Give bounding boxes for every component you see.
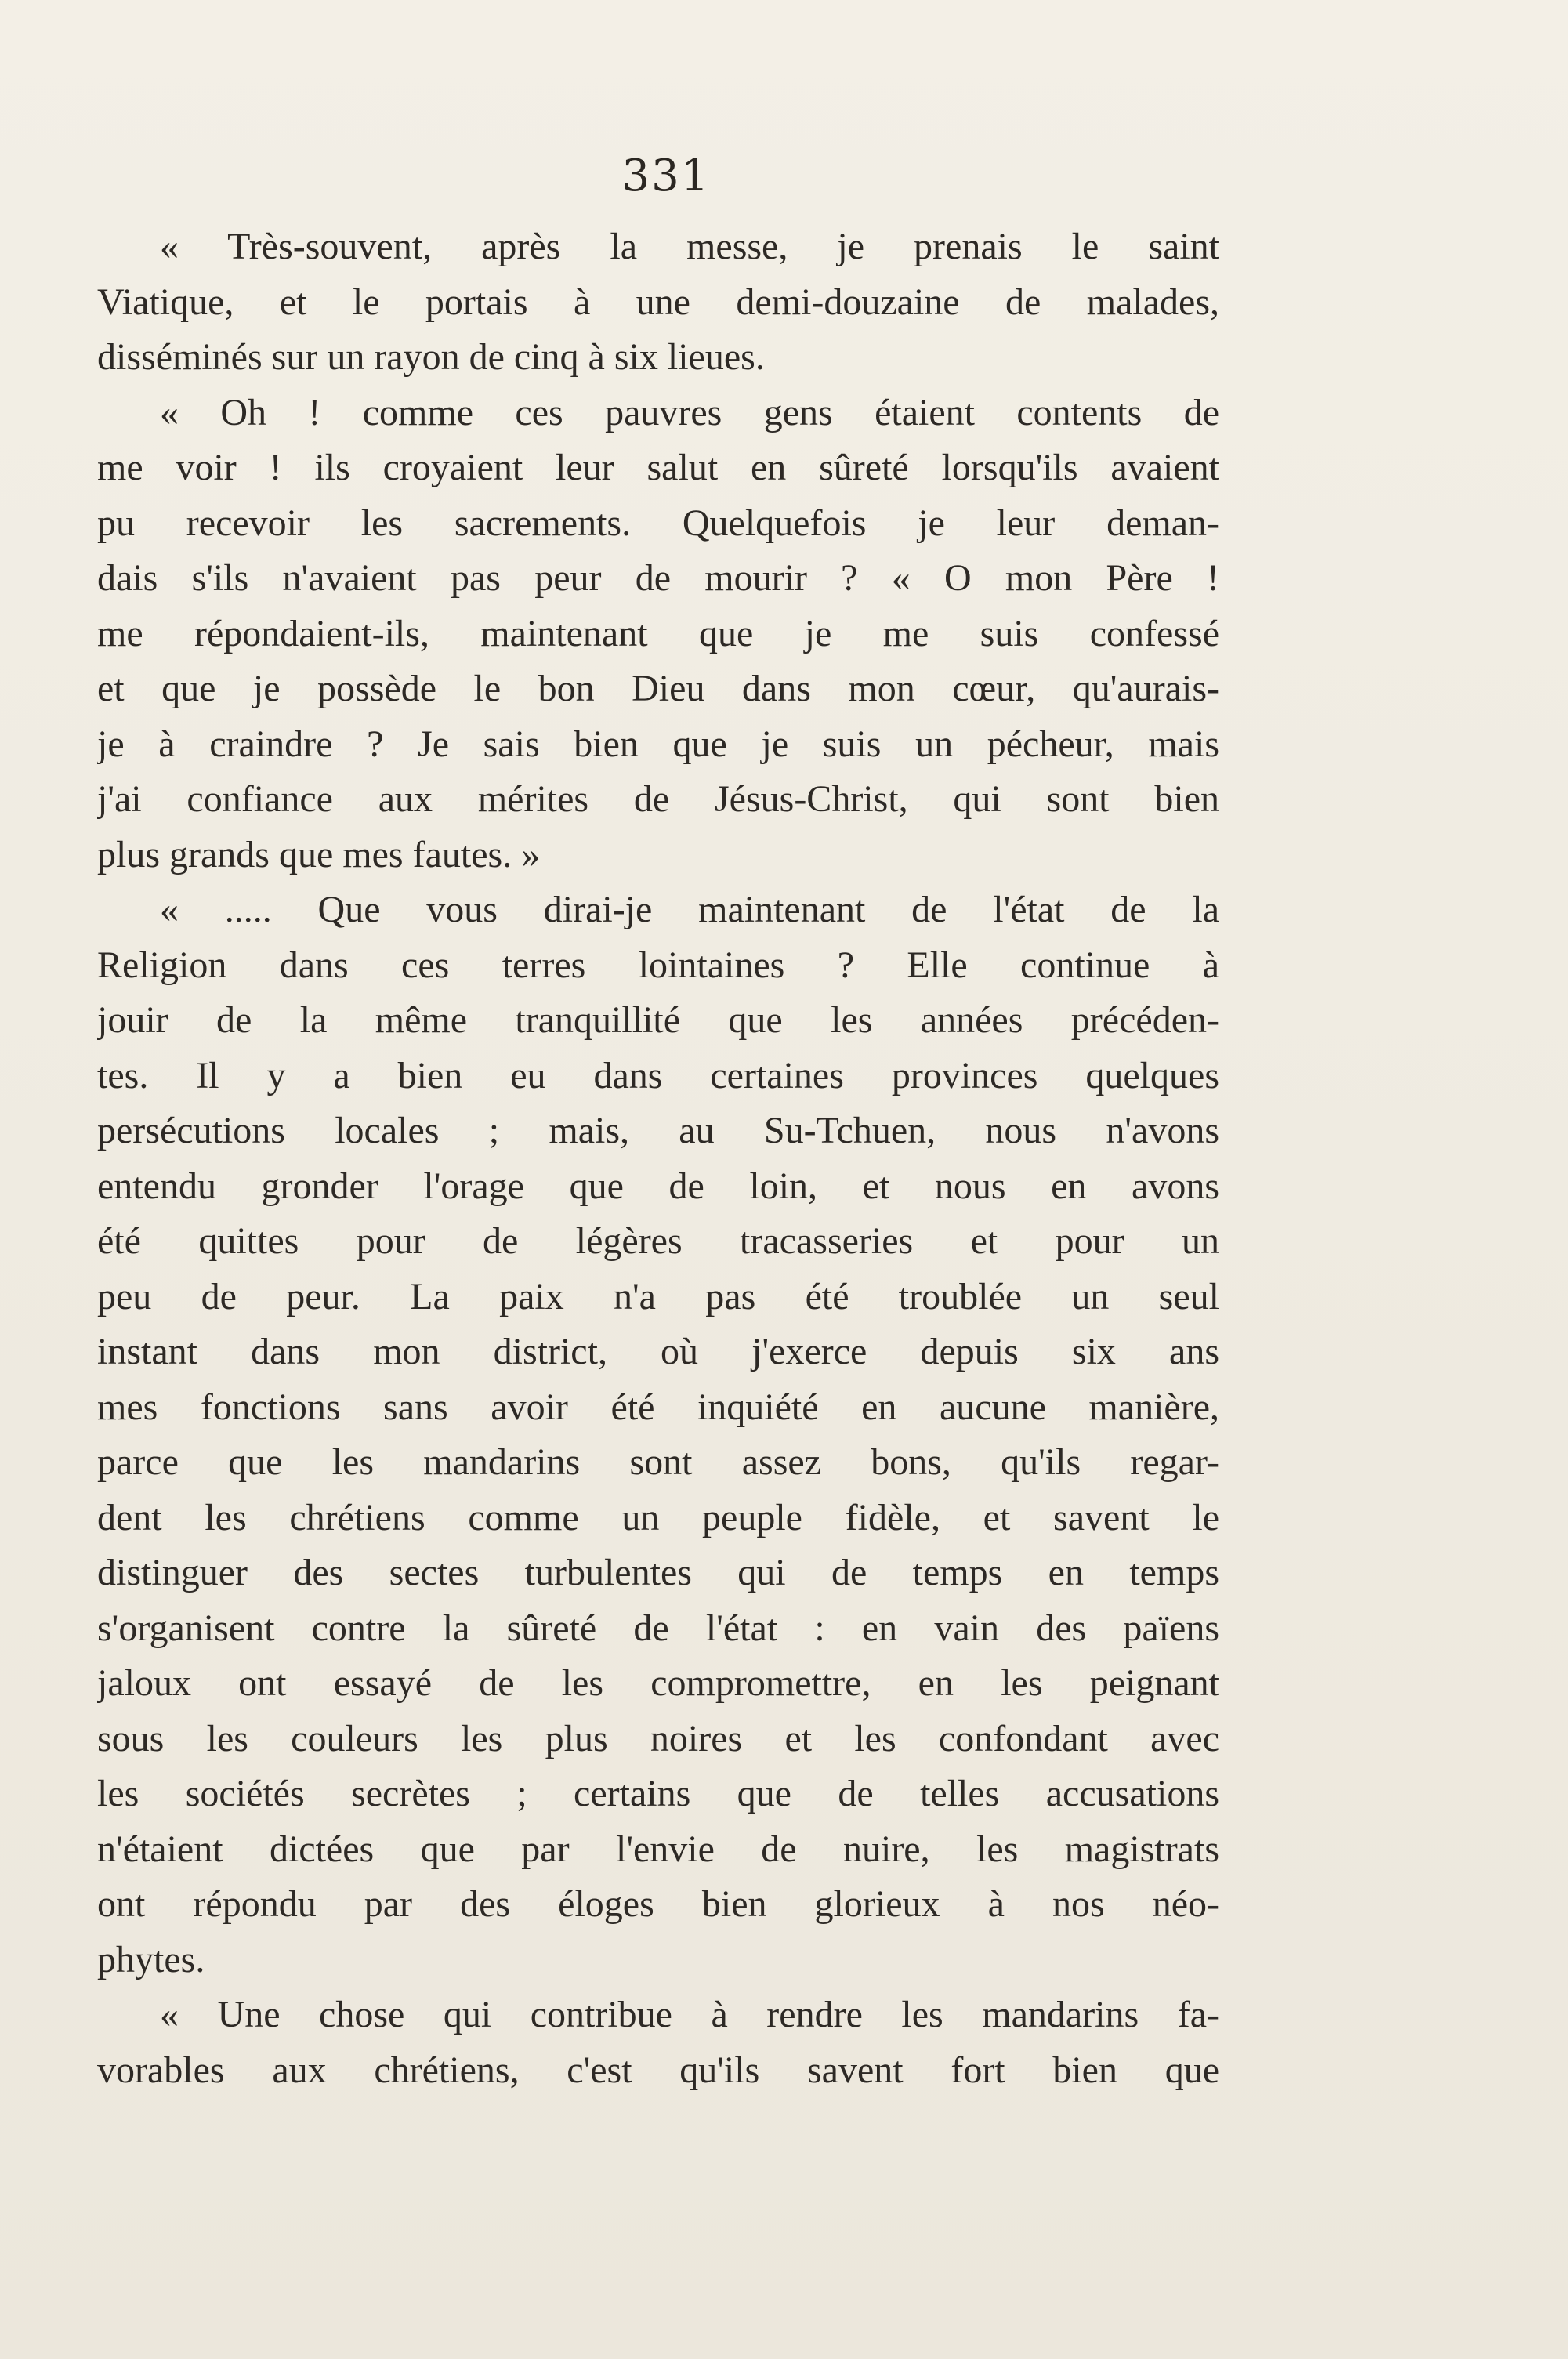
text-line: me voir ! ils croyaient leur salut en sûreté lorsqu'ils avaient [97,447,1219,488]
text-line: me répondaient-ils, maintenant que je me suis confessé [97,612,1219,654]
text-line: jouir de la même tranquillité que les années précéden- [97,999,1219,1041]
text-line: distinguer des sectes turbulentes qui de temps en temps [97,1552,1219,1593]
body-text [97,219,1219,2098]
text-line: s'organisent contre la sûreté de l'état : en vain des païens [97,1607,1219,1649]
text-line: vorables aux chrétiens, c'est qu'ils savent fort bien que [97,2049,1219,2091]
text-line: pu recevoir les sacrements. Quelquefois je leur deman- [97,502,1219,544]
text-line: dent les chrétiens comme un peuple fidèle, et savent le [97,1496,1219,1538]
text-line: les sociétés secrètes ; certains que de telles accusations [97,1773,1219,1814]
text-line: dais s'ils n'avaient pas peur de mourir ? « O mon Père ! [97,557,1219,599]
text-line: « Oh ! comme ces pauvres gens étaient contents de [160,391,1219,433]
text-line: ont répondu par des éloges bien glorieux à nos néo- [97,1883,1219,1925]
text-line: « Très-souvent, après la messe, je prenais le saint [160,226,1219,267]
text-line: n'étaient dictées que par l'envie de nuire, les magistrats [97,1828,1219,1870]
text-line: Viatique, et le portais à une demi-douzaine de malades, [97,281,1219,323]
text-line: disséminés sur un rayon de cinq à six lieues. [97,336,765,378]
text-line: plus grands que mes fautes. » [97,833,541,875]
text-line: tes. Il y a bien eu dans certaines provinces quelques [97,1054,1219,1096]
page-number: 331 [621,150,711,201]
text-line: entendu gronder l'orage que de loin, et nous en avons [97,1165,1219,1207]
text-line: instant dans mon district, où j'exerce depuis six ans [97,1331,1219,1372]
text-line: « ..... Que vous dirai-je maintenant de l'état de la [160,889,1219,930]
text-line: peu de peur. La paix n'a pas été troublée un seul [97,1275,1219,1317]
text-line: été quittes pour de légères tracasseries et pour un [97,1220,1219,1262]
text-line: Religion dans ces terres lointaines ? Elle continue à [97,944,1219,986]
text-line: j'ai confiance aux mérites de Jésus-Christ, qui sont bien [97,778,1219,820]
text-line: je à craindre ? Je sais bien que je suis un pécheur, mais [97,723,1219,765]
text-line: persécutions locales ; mais, au Su-Tchuen, nous n'avons [97,1110,1219,1151]
text-line: jaloux ont essayé de les compromettre, en les peignant [97,1662,1219,1704]
text-line: mes fonctions sans avoir été inquiété en aucune manière, [97,1386,1219,1428]
text-line: phytes. [97,1938,205,1980]
text-line: « Une chose qui contribue à rendre les mandarins fa- [160,1994,1219,2035]
text-line: et que je possède le bon Dieu dans mon cœur, qu'aurais- [97,668,1219,709]
text-line: sous les couleurs les plus noires et les confondant avec [97,1717,1219,1759]
text-line: parce que les mandarins sont assez bons, qu'ils regar- [97,1441,1219,1483]
